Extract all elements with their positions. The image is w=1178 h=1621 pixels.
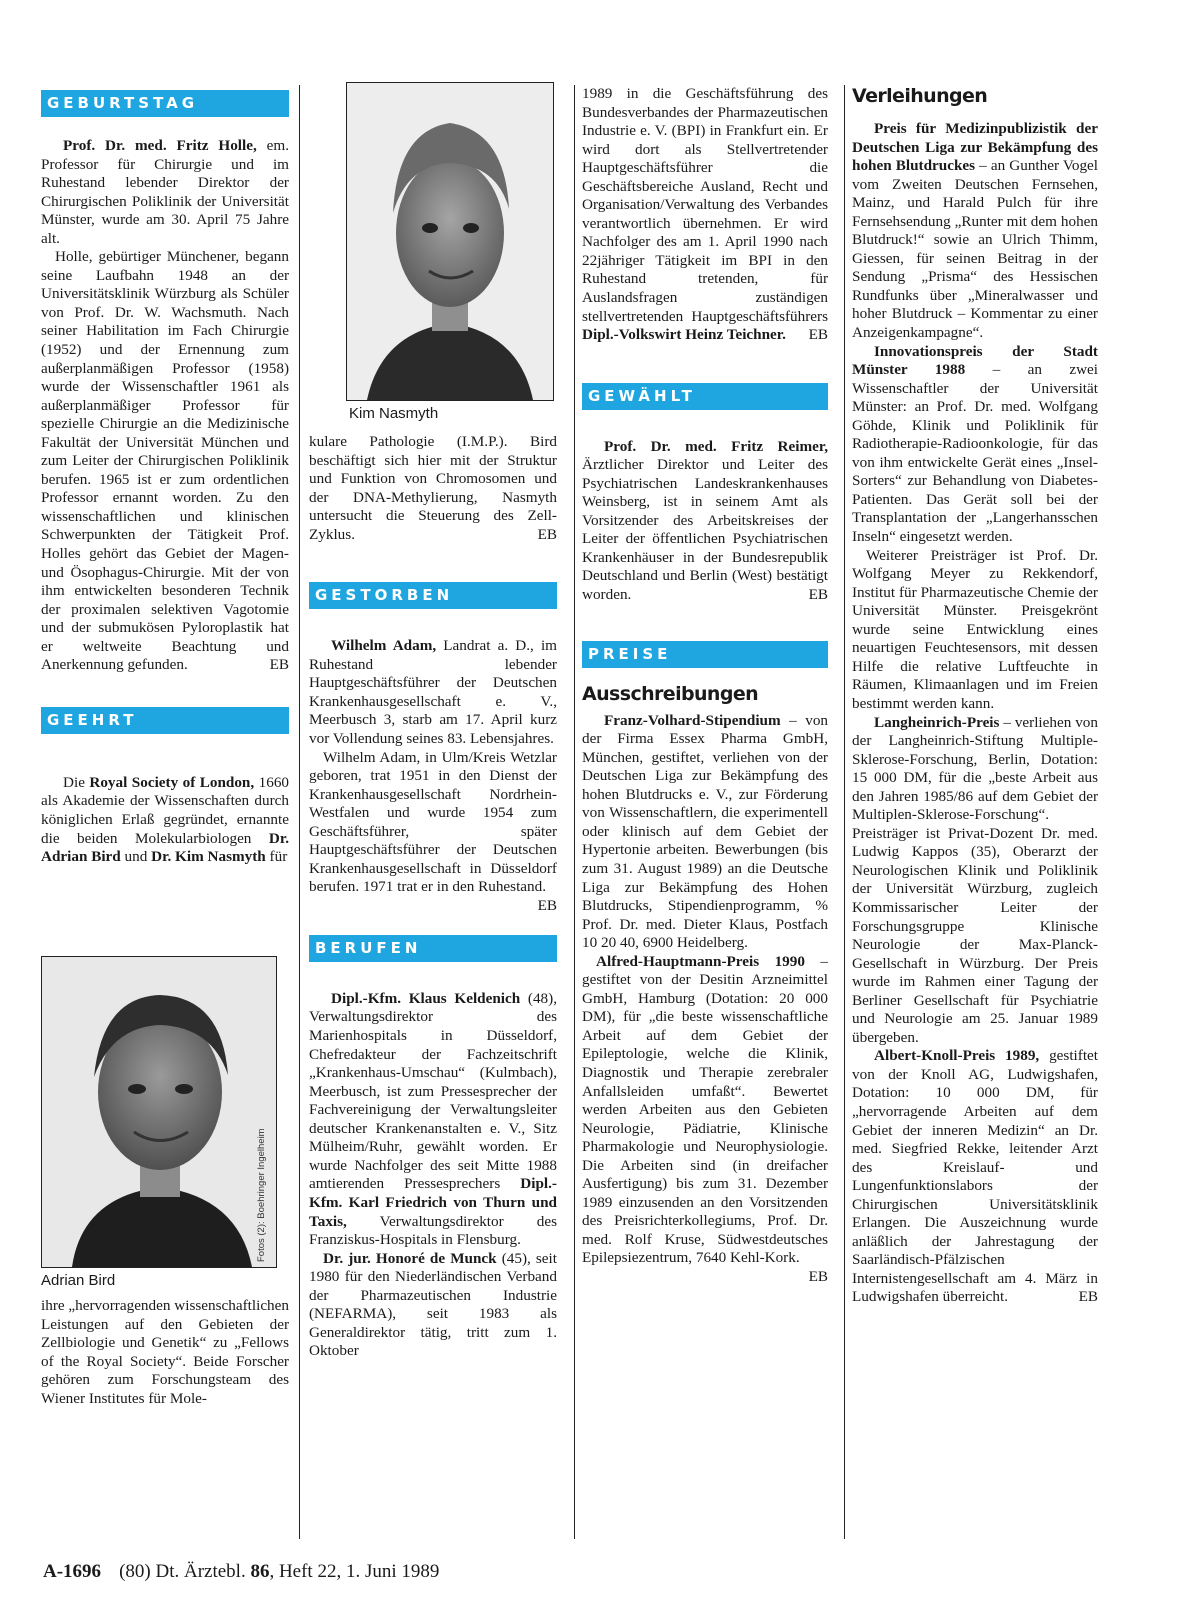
column-2 [309, 433, 557, 1361]
column-4 [852, 82, 1098, 1307]
article-holle-career: Holle, gebürtiger Münchener, begann seine Laufbahn 1948 an der Universitätsklinik Würzburg als Schüler von Prof. Dr. W. Wachsmuth. Nach seiner Habilitation im Fach Chirurgie (1952) und der Ernennung zum außerplanmäßigen Professor (1958) wurde der Wissenschaftler 1961 als außerplanmäßiger Professor für spezielle Chirurgie an die Medizinische Fakultät der Universität München und zum Leiter der Chirurgischen Poliklinik berufen. 1965 ist er zum ordentlichen Professor ernannt worden. Zu den wissenschaftlichen und klinischen Schwerpunkten der Tätigkeit Prof. Holles gehört das Gebiet der Magen- und Ösophagus-Chirurgie. Mit der von ihm entwickelten besonderen Technik der proximalen selektiven Vagotomie und der submukösen Pyloroplastik hat er weltweite Beachtung und Anerkennung gefunden. EB [41, 248, 289, 674]
award-innovationspreis-muenster: Innovationspreis der Stadt Münster 1988 [852, 342, 1098, 379]
article-volhard-stipendium: Franz-Volhard-Stipendium – von der Firma Essex Pharma GmbH, München, gestiftet, verliehen von der Deutschen Liga zur Bekämpfung des hohen Blutdrucks e. V., zur Förderung von Wissenschaftlern, die experimentell oder klinisch auf dem Gebiet der Hypertonie arbeiten. Bewerbungen (bis zum 31. August 1989) an die Deutsche Liga zur Bekämpfung des Hohen Blutdrucks, Stipendienprogramm, % Prof. Dr. med. Dieter Klaus, Postfach 10 20 40, 6900 Heidelberg. [582, 711, 828, 952]
article-de-munck: Dr. jur. Honoré de Munck (45), seit 1980 für den Niederländischen Verband der Pharmazeutischen Industrie (NEFARMA), seit 1983 als Generaldirektor tätig, tritt zum 1. Oktober [309, 1249, 557, 1360]
column-rule-1 [299, 85, 300, 1539]
article-holle: Prof. Dr. med. Fritz Holle, em. Professor für Chirurgie und im Ruhestand lebender Direktor der Chirurgischen Poliklinik der Universität Münster, wurde am 30. April 75 Jahre alt. [41, 137, 290, 247]
person-holle: Prof. Dr. med. Fritz Holle, [63, 137, 257, 154]
citation-part-b: , Heft 22, 1. Juni 1989 [269, 1561, 440, 1582]
section-banner-gestorben: GESTORBEN [309, 582, 557, 609]
article-langheinrich-preis: Langheinrich-Preis – verliehen von der Langheinrich-Stiftung Multiple-Sklerose-Forschung, Berlin, Dotation: 15 000 DM, für die „beste Arbeit aus den Jahren 1985/86 auf dem Gebiet der Multiplen-Sklerose-Forschung“. Preisträger ist Privat-Dozent Dr. med. Ludwig Kappos (35), Oberarzt der Neurologischen Klinik und Poliklinik der Universität Würzburg, zugleich Kommissarischer Leiter der Forschungsgruppe Klinische Neurologie der Max-Planck-Gesellschaft in Würzburg. Der Preis wurde im Rahmen einer Tagung der Berliner Gesellschaft für Psychiatrie und Neurologie am 25. Januar 1989 übergeben. [852, 713, 1098, 1046]
caption-adrian-bird: Adrian Bird [41, 1272, 116, 1289]
caption-kim-nasmyth: Kim Nasmyth [349, 405, 439, 422]
article-innovationspreis: Innovationspreis der Stadt Münster 1988 – an zwei Wissenschaftler der Universität Münster: an Prof. Dr. med. Wolfgang Göhde, Klinik und Poliklinik für Radiotherapie-Radioonkologie, für das von ihm entwickelte Gerät eines „Insel-Sorters“ zur Behandlung von Diabetes-Patienten. Das Gerät soll bei der Transplantation der „Langerhansschen Inseln“ eingesetzt werden. [852, 342, 1098, 546]
article-hauptmann-preis: Alfred-Hauptmann-Preis 1990 – gestiftet von der Desitin Arzneimittel GmbH, Hamburg (Dotation: 20 000 DM), für „die beste wissenschaftliche Arbeit auf dem Gebiet der Epileptologie, welche die Klinik, Diagnostik und Therapie zerebraler Anfallsleiden umfaßt“. Bewertet werden Arbeiten aus den Gebieten Neurologie, Pädiatrie, Klinische Pharmakologie und Neurophysiologie. Die Arbeiten sind (in dreifacher Ausfertigung) bis zum 31. Dezember 1989 einzusenden an den Vorsitzenden des Preisrichterkollegiums, Prof. Dr. med. Rolf Kruse, Südwestdeutsches Epilepsiezentrum, 7640 Kehl-Kork. EB [582, 952, 828, 1285]
article-meyer: Weiterer Preisträger ist Prof. Dr. Wolfgang Meyer zu Rekkendorf, Institut für Pharmazeutische Chemie der Universität Münster. Preisgekrönt wurde seine Entwicklung eines neuartigen Feuchtesensors, mit dessen Hilfe die relative Luftfeuchte in Räumen, Klimaanlagen und im Freien bestimmt werden kann. [852, 546, 1098, 712]
article-nasmyth-cont: kulare Pathologie (I.M.P.). Bird beschäftigt sich hier mit der Struktur und Funktion von Chromosomen und der DNA-Methylierung, Nasmyth untersucht die Steuerung des Zell-Zyklus. EB [309, 433, 557, 543]
article-de-munck-cont: 1989 in die Geschäftsführung des Bundesverbandes der Pharmazeutischen Industrie e. V. (BPI) in Frankfurt ein. Er wird dort als Stellvertretender Hauptgeschäftsführer die Geschäftsbereiche Ausland, Recht und Organisation/Verwaltung des Verbandes verantwortlich übernehmen. Er wird Nachfolger des am 1. April 1990 nach 22jähriger Tätigkeit im BPI in den Ruhestand tretenden, für Auslandsfragen zuständigen stellvertretenden Hauptgeschäftsführers Dipl.-Volkswirt Heinz Teichner. EB [582, 85, 828, 344]
photo-kim-nasmyth [346, 82, 554, 401]
person-honore-de-munck: Dr. jur. Honoré de Munck [323, 1249, 497, 1267]
article-keldenich: Dipl.-Kfm. Klaus Keldenich (48), Verwaltungsdirektor des Marienhospitals in Düsseldorf, Chefredakteur der Fachzeitschrift „Krankenhaus-Umschau“ (Kulmbach), Meerbusch, ist zum Pressesprecher der Fachvereinigung der Verwaltungsleiter deutscher Krankenanstalten e. V., Sitz Mülheim/Ruhr, gewählt worden. Er wurde Nachfolger des seit Mitte 1988 amtierenden Pressesprechers Dipl.-Kfm. Karl Friedrich von Thurn und Taxis, Verwaltungsdirektor des Franziskus-Hospitals in Flensburg. [309, 989, 557, 1249]
author-initials: EB [808, 326, 828, 344]
article-royal-society: Die Royal Society of London, 1660 als Akademie der Wissenschaften durch königlichen Erlaß gegründet, ernannte die beiden Molekularbiologen Dr. Adrian Bird und Dr. Kim Nasmyth für [41, 773, 290, 866]
article-adam-career: Wilhelm Adam, in Ulm/Kreis Wetzlar geboren, trat 1951 in den Dienst der Krankenhausgesellschaft Nordrhein-Westfalen und wurde 1954 zum Geschäftsführer, später Hauptgeschäftsführer der Deutschen Krankenhausgesellschaft in Düsseldorf berufen. 1971 trat er in den Ruhestand. EB [309, 748, 557, 914]
portrait-adrian-bird [42, 957, 276, 1267]
author-initials: EB [269, 656, 289, 674]
article-liga-preis: Preis für Medizinpublizistik der Deutschen Liga zur Bekämpfung des hohen Blutdruckes – an Gunther Vogel vom Zweiten Deutschen Fernsehen, Mainz, und Harald Pulch für ihre Fernsehsendung „Runter mit dem hohen Blutdruck!“ sowie an Ulrich Thimm, Giessen, für seinen Beitrag in der Sendung „Prisma“ des Hessischen Rundfunks über „Mineralwasser und hoher Blutdruck – Kommentar zu einer Anzeigenkampagne“. [852, 120, 1098, 342]
person-thurn-und-taxis: Dipl.-Kfm. Karl Friedrich von Thurn und Taxis, [309, 1175, 557, 1230]
award-langheinrich: Langheinrich-Preis [874, 713, 1000, 731]
page-number: A-1696 [43, 1561, 102, 1582]
person-wilhelm-adam: Wilhelm Adam, [331, 637, 437, 655]
section-banner-berufen: BERUFEN [309, 935, 557, 962]
section-banner-preise: PREISE [582, 641, 828, 668]
portrait-kim-nasmyth [347, 83, 553, 400]
org-royal-society: Royal Society of London, [89, 773, 255, 791]
person-fritz-reimer: Prof. Dr. med. Fritz Reimer, [604, 437, 828, 455]
column-3 [582, 85, 828, 1287]
award-medizinpublizistik: Preis für Medizinpublizistik der Deutschen Liga zur Bekämpfung des hohen Blutdruckes [852, 120, 1098, 175]
author-initials: EB [808, 586, 828, 604]
column-rule-2 [574, 85, 575, 1539]
subhead-ausschreibungen: Ausschreibungen [582, 682, 759, 705]
article-royal-society-cont: ihre „hervorragenden wissenschaftlichen Leistungen auf den Gebieten der Zellbiologie und Genetik“ zu „Fellows of the Royal Society“. Beide Forscher gehören zum Forschungsteam des Wiener Institutes für Mole- [41, 1297, 289, 1407]
citation-part-a: (80) Dt. Ärztebl. [119, 1561, 251, 1582]
article-adam: Wilhelm Adam, Landrat a. D., im Ruhestand lebender Hauptgeschäftsführer der Deutschen Krankenhausgesellschaft e. V., Meerbusch 3, starb am 17. April kurz vor Vollendung seines 83. Lebensjahres. [309, 637, 557, 748]
author-initials: EB [537, 896, 557, 914]
photo-credit: Fotos (2): Boehringer Ingelheim [256, 1128, 267, 1262]
article-reimer: Prof. Dr. med. Fritz Reimer, Ärztlicher Direktor und Leiter des Psychiatrischen Landeskrankenhauses Weinsberg, ist in seinem Amt als Vorsitzender des Arbeitskreises der Leiter der öffentlichen Psychiatrischen Krankenhäuser in der Bundesrepublik Deutschland und Berlin (West) bestätigt worden. EB [582, 437, 828, 604]
article-knoll-preis: Albert-Knoll-Preis 1989, gestiftet von der Knoll AG, Ludwigshafen, Dotation: 10 000 DM, für „hervorragende Arbeiten auf dem Gebiet der inneren Medizin“ an Dr. med. Siegfried Rekke, leitender Arzt des Kreislauf- und Lungenfunktionslabors der Chirurgischen Universitätsklinik Erlangen. Die Auszeichnung wurde anläßlich der Jahrestagung der Saarländisch-Pfälzischen Internistengesellschaft am 4. März in Ludwigshafen überreicht. EB [852, 1047, 1099, 1306]
award-alfred-hauptmann: Alfred-Hauptmann-Preis 1990 [596, 952, 805, 970]
photo-adrian-bird [41, 956, 277, 1268]
citation-volume: 86 [250, 1561, 270, 1582]
column-1 [41, 85, 289, 867]
person-adrian-bird: Dr. Adrian Bird [41, 829, 289, 866]
person-klaus-keldenich: Dipl.-Kfm. Klaus Keldenich [331, 989, 521, 1007]
author-initials: EB [1078, 1288, 1098, 1306]
column-1-continued [41, 1297, 289, 1408]
page-footer [43, 1561, 439, 1583]
section-banner-gewaehlt: GEWÄHLT [582, 383, 828, 410]
award-franz-volhard: Franz-Volhard-Stipendium [604, 711, 781, 729]
section-banner-geburtstag: GEBURTSTAG [41, 90, 289, 117]
column-rule-3 [844, 85, 845, 1539]
subhead-verleihungen: Verleihungen [852, 85, 988, 107]
person-kim-nasmyth: Dr. Kim Nasmyth [151, 848, 266, 866]
author-initials: EB [808, 1267, 828, 1285]
award-albert-knoll: Albert-Knoll-Preis 1989, [874, 1047, 1040, 1065]
author-initials: EB [537, 525, 557, 543]
person-heinz-teichner: Dipl.-Volkswirt Heinz Teichner. [582, 326, 786, 344]
section-banner-geehrt: GEEHRT [41, 707, 289, 734]
